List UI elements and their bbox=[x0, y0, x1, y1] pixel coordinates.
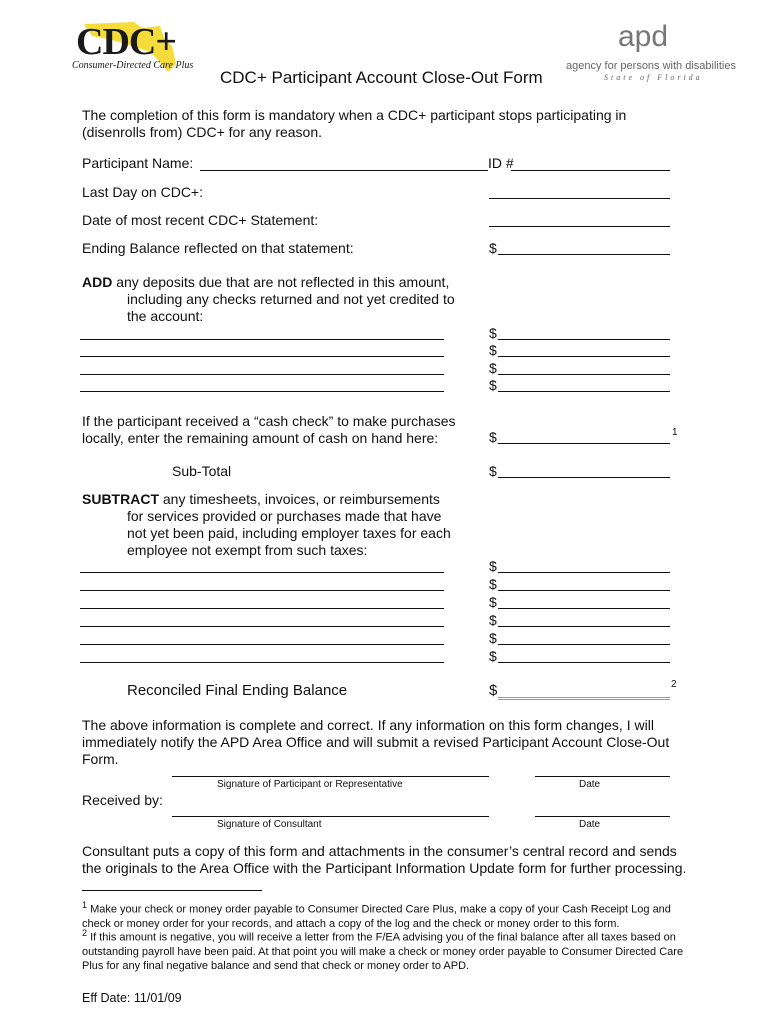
final-balance-amount[interactable]: $ bbox=[489, 683, 498, 699]
consultant-note: Consultant puts a copy of this form and attachments in the consumer’s central record and sends the originals to the Area Office with the Participant Information Update form for further processing. bbox=[82, 843, 687, 876]
received-by-label: Received by: bbox=[82, 792, 163, 808]
cash-check-text: If the participant received a “cash check” to make purchases locally, enter the remaining amount of cash on hand here: bbox=[82, 413, 456, 446]
apd-logo-line1: agency for persons with disabilities bbox=[566, 60, 736, 72]
cdc-logo-main: CDC+ bbox=[76, 21, 176, 63]
subtract-desc-6[interactable] bbox=[80, 662, 444, 663]
certify-text: The above information is complete and correct. If any information on this form changes, I will immediately notify the APD Area Office and will submit a revised Participant Account Close-Out Form. bbox=[82, 717, 670, 767]
ending-balance-label: Ending Balance reflected on that statement: bbox=[82, 240, 354, 256]
participant-name-field[interactable] bbox=[200, 170, 488, 171]
subtract-amount-3[interactable]: $ bbox=[489, 594, 498, 610]
statement-date-field[interactable] bbox=[489, 226, 670, 227]
last-day-field[interactable] bbox=[489, 198, 670, 199]
participant-name-label: Participant Name: bbox=[82, 155, 194, 171]
add-amount-4[interactable]: $ bbox=[489, 377, 498, 393]
footnote-2: $^2$ If this amount is negative, you will receive a letter from the F/EA advising you of the final balance after all taxes based on outstanding payroll have been paid. At that point you will make a check or money order payable to Consumer Directed Care Plus for any final negative balance and send that check or money order to APD. bbox=[82, 928, 684, 972]
form-title: CDC+ Participant Account Close-Out Form bbox=[220, 68, 543, 87]
subtotal-amount[interactable]: $ bbox=[489, 463, 498, 479]
ending-balance-field[interactable]: $ bbox=[489, 240, 498, 256]
footnote-ref-1: 1 bbox=[672, 427, 678, 438]
apd-logo-line2: State of Florida bbox=[604, 73, 703, 82]
id-field[interactable] bbox=[511, 170, 670, 171]
statement-date-label: Date of most recent CDC+ Statement: bbox=[82, 212, 319, 228]
cdc-logo bbox=[72, 16, 192, 78]
subtotal-label: Sub-Total bbox=[172, 463, 232, 479]
cdc-logo-sub: Consumer-Directed Care Plus bbox=[72, 60, 194, 71]
footnote-ref-2: 2 bbox=[671, 679, 677, 690]
consultant-signature-label: Signature of Consultant bbox=[217, 819, 322, 830]
subtract-amount-2[interactable]: $ bbox=[489, 576, 498, 592]
add-amount-2[interactable]: $ bbox=[489, 342, 498, 358]
subtract-amount-6[interactable]: $ bbox=[489, 648, 498, 664]
add-desc-2[interactable] bbox=[80, 356, 444, 357]
footnote-divider bbox=[82, 890, 262, 891]
apd-logo-main: apd bbox=[618, 20, 669, 53]
consultant-date-field[interactable] bbox=[535, 816, 670, 817]
consultant-signature-field[interactable] bbox=[172, 816, 489, 817]
subtract-amount-5[interactable]: $ bbox=[489, 630, 498, 646]
participant-date-label: Date bbox=[579, 779, 601, 790]
subtract-amount-4[interactable]: $ bbox=[489, 612, 498, 628]
add-amount-3[interactable]: $ bbox=[489, 360, 498, 376]
final-balance-label: Reconciled Final Ending Balance bbox=[127, 682, 348, 699]
participant-date-field[interactable] bbox=[535, 776, 670, 777]
add-amount-1[interactable]: $ bbox=[489, 325, 498, 341]
subtract-amount-1[interactable]: $ bbox=[489, 558, 498, 574]
subtract-desc-2[interactable] bbox=[80, 590, 444, 591]
cash-check-amount[interactable]: $ bbox=[489, 429, 498, 445]
last-day-label: Last Day on CDC+: bbox=[82, 184, 203, 200]
footnote-1: $^1$ Make your check or money order payable to Consumer Directed Care Plus, make a copy of your Cash Receipt Log and check or money order for your records, and attach a copy of the log and the check or money order to this form. bbox=[82, 900, 671, 930]
add-desc-1[interactable] bbox=[80, 339, 444, 340]
id-label: ID # bbox=[488, 155, 514, 171]
subtract-desc-5[interactable] bbox=[80, 644, 444, 645]
add-desc-4[interactable] bbox=[80, 391, 444, 392]
participant-signature-label: Signature of Participant or Representative bbox=[217, 779, 403, 790]
consultant-date-label: Date bbox=[579, 819, 601, 830]
subtract-desc-3[interactable] bbox=[80, 608, 444, 609]
apd-logo bbox=[560, 22, 740, 84]
subtract-text: SUBTRACT any timesheets, invoices, or reimbursements for services provided or purchases made that have not yet been paid, including employer taxes for each employee not exempt from such taxes: bbox=[82, 491, 451, 558]
subtract-desc-4[interactable] bbox=[80, 626, 444, 627]
eff-date: Eff Date: 11/01/09 bbox=[82, 991, 182, 1005]
participant-signature-field[interactable] bbox=[172, 776, 489, 777]
intro-text: The completion of this form is mandatory when a CDC+ participant stops participating in (disenrolls from) CDC+ for any reason. bbox=[82, 107, 627, 140]
add-text: ADD any deposits due that are not reflected in this amount, including any checks returned and not yet credited to the account: bbox=[82, 274, 455, 324]
add-desc-3[interactable] bbox=[80, 374, 444, 375]
subtract-desc-1[interactable] bbox=[80, 572, 444, 573]
